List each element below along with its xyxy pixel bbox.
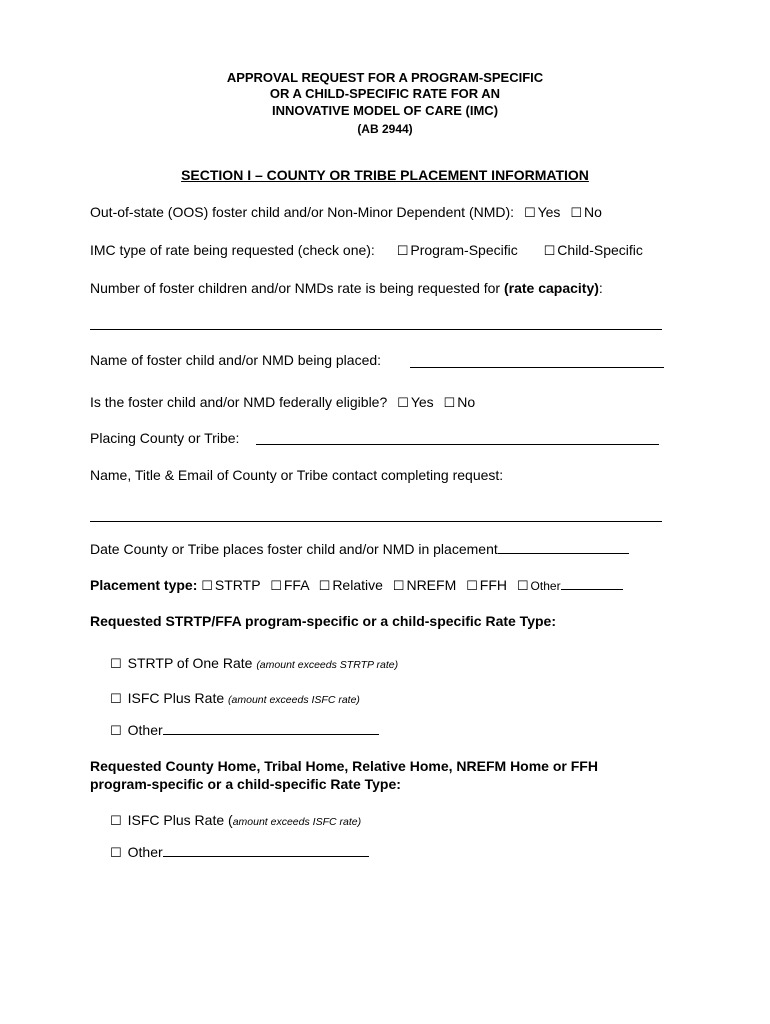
option-strtp-of-one [110,654,398,674]
imc-row [90,241,643,261]
oos-no-checkbox[interactable]: ☐ [570,206,582,221]
strtp-of-one-label: STRTP of One Rate [127,655,253,671]
form-title-line-1: APPROVAL REQUEST FOR A PROGRAM-SPECIFIC [226,70,544,85]
placement-label: Placement type: [90,577,198,593]
placement-strtp-label: STRTP [214,577,261,593]
placement-other-checkbox[interactable]: ☐ [516,579,529,594]
placement-relative-label: Relative [332,577,383,593]
date-row [90,540,629,558]
oos-yes-label: Yes [537,204,561,220]
home-other-input-line[interactable] [163,844,369,857]
county-input-line[interactable] [256,444,659,445]
child-specific-checkbox[interactable]: ☐ [543,244,556,259]
strtp-other-checkbox[interactable]: ☐ [110,724,122,739]
isfc-plus-label: ISFC Plus Rate [127,690,225,706]
placement-other-input-line[interactable] [561,579,623,590]
placement-ffa-label: FFA [283,577,309,593]
oos-no-label: No [583,204,602,220]
date-input-line[interactable] [498,541,629,554]
placement-other-label: Other [530,579,561,593]
section-heading: SECTION I – COUNTY OR TRIBE PLACEMENT INFORMATION [181,167,589,183]
option-isfc-plus [110,689,360,709]
oos-yes-checkbox[interactable]: ☐ [523,206,536,221]
county-label: Placing County or Tribe: [90,430,240,446]
form-subtitle: (AB 2944) [357,122,413,136]
date-label: Date County or Tribe places foster child and/or NMD in placement [90,541,498,557]
home-heading-line-2: program-specific or a child-specific Rate Type: [90,776,401,792]
placement-ffa-checkbox[interactable]: ☐ [270,579,282,594]
home-other-checkbox[interactable]: ☐ [110,846,122,861]
federal-yes-checkbox[interactable]: ☐ [397,396,409,411]
isfc-plus-note: (amount exceeds ISFC rate) [228,694,360,706]
count-colon: : [598,280,603,296]
placement-relative-checkbox[interactable]: ☐ [318,579,331,594]
placement-strtp-checkbox[interactable]: ☐ [201,579,213,594]
form-title-line-3: INNOVATIVE MODEL OF CARE (IMC) [271,103,499,118]
home-heading-line-1: Requested County Home, Tribal Home, Relative Home, NREFM Home or FFH [90,758,598,774]
federal-row [90,393,475,413]
contact-row [90,466,503,484]
option-home-isfc-plus [110,811,361,831]
placement-ffh-checkbox[interactable]: ☐ [466,579,478,594]
strtp-other-input-line[interactable] [163,722,379,735]
placement-nrefm-label: NREFM [406,577,457,593]
oos-label: Out-of-state (OOS) foster child and/or Non-Minor Dependent (NMD): [90,204,515,220]
federal-no-checkbox[interactable]: ☐ [443,396,456,411]
program-specific-label: Program-Specific [410,242,518,258]
home-other-label: Other [127,844,163,860]
count-row [90,279,603,297]
placement-nrefm-checkbox[interactable]: ☐ [392,579,405,594]
form-title-line-2: OR A CHILD-SPECIFIC RATE FOR AN [269,86,501,101]
count-label: Number of foster children and/or NMDs rate is being requested for [90,280,501,296]
option-home-other [110,843,369,863]
name-row [90,351,381,369]
strtp-ffa-heading: Requested STRTP/FFA program-specific or a child-specific Rate Type: [90,613,556,629]
strtp-of-one-note: (amount exceeds STRTP rate) [256,659,399,671]
count-input-line[interactable] [90,329,662,330]
imc-label: IMC type of rate being requested (check one): [90,242,375,258]
home-isfc-plus-note: amount exceeds ISFC rate) [232,816,362,828]
count-label-bold: (rate capacity) [503,280,599,296]
placement-row [90,576,623,596]
contact-label: Name, Title & Email of County or Tribe contact completing request: [90,467,504,483]
strtp-other-label: Other [127,722,163,738]
county-row [90,429,239,447]
program-specific-checkbox[interactable]: ☐ [396,244,409,259]
option-strtp-other [110,721,379,741]
federal-yes-label: Yes [410,394,434,410]
child-specific-label: Child-Specific [557,242,643,258]
strtp-of-one-checkbox[interactable]: ☐ [110,657,122,672]
name-label: Name of foster child and/or NMD being placed: [90,352,382,368]
federal-no-label: No [457,394,476,410]
placement-ffh-label: FFH [479,577,507,593]
home-isfc-plus-label: ISFC Plus Rate ( [127,812,233,828]
federal-label: Is the foster child and/or NMD federally eligible? [90,394,388,410]
oos-row [90,203,602,223]
home-isfc-plus-checkbox[interactable]: ☐ [110,814,122,829]
contact-input-line[interactable] [90,521,662,522]
isfc-plus-checkbox[interactable]: ☐ [110,692,122,707]
name-input-line[interactable] [410,367,664,368]
